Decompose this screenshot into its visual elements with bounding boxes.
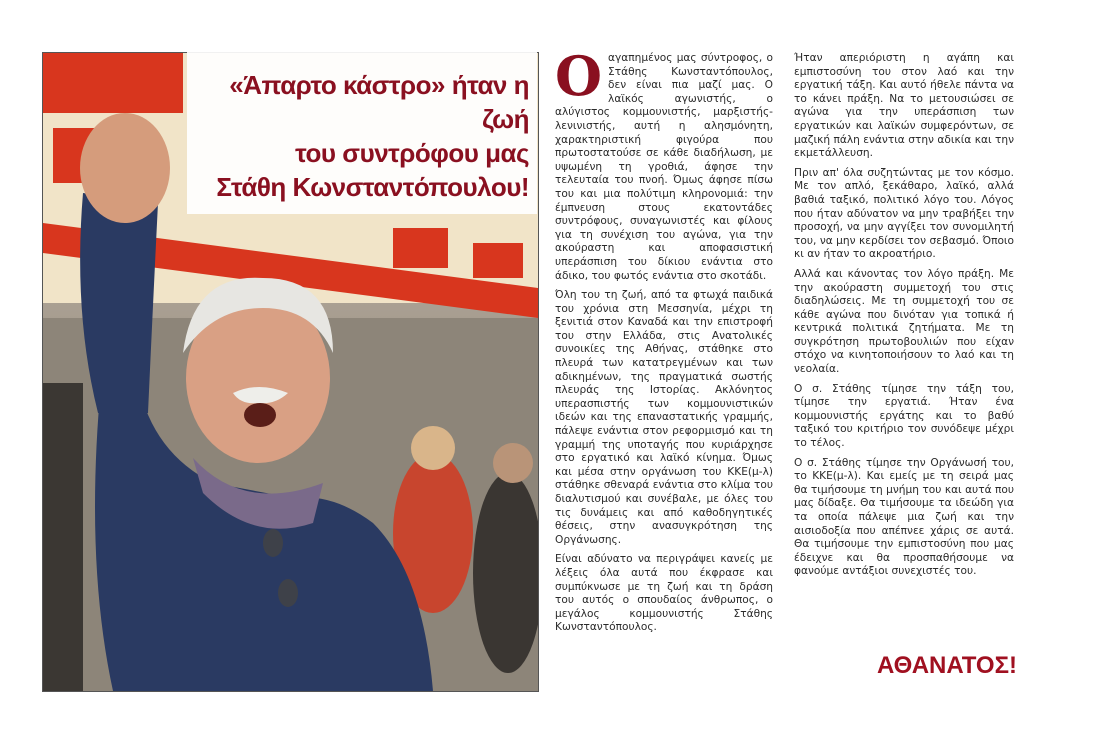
background-person-head xyxy=(493,443,533,483)
headline-line-1: «Άπαρτο κάστρο» ήταν η ζωή xyxy=(229,70,529,134)
banner-lettering-block xyxy=(393,228,448,268)
hanging-glasses xyxy=(263,529,283,557)
man-fist xyxy=(80,113,170,223)
background-person-head xyxy=(411,426,455,470)
banner-lettering-block xyxy=(43,53,183,113)
headline-box xyxy=(187,52,537,214)
article-paragraph: Ο σ. Στάθης τίμησε την τάξη του, τίμησε την εργατιά. Ήταν ένα κομμουνιστής εργάτης και το βαθύ ταξικό του κριτήριο τον συνόδεψε μέχρι το τέλος. xyxy=(794,382,1014,450)
article-column-2 xyxy=(794,52,1014,585)
headline-line-2: του συντρόφου μας xyxy=(295,138,529,168)
article-paragraph: Πριν απ' όλα συζητώντας με τον κόσμο. Με τον απλό, ξεκάθαρο, λαϊκό, αλλά βαθιά ταξικό, πολιτικό λόγο του. Λόγος που ήταν αδύνατον να μην τραβήξει την προσοχή, να μην αγγίξει τον συνομιλητή του, να μην κερδίσει τον σεβασμό. Όποιο κι αν ήταν το ακροατήριο. xyxy=(794,166,1014,261)
article-paragraph: Οαγαπημένος μας σύντροφος, ο Στάθης Κωνσταντόπουλος, δεν είναι πια μαζί μας. Ο λαϊκός αγωνιστής, ο αλύγιστος κομμουνιστής, μαρξιστής-λενινιστής, αυτή η αλησμόνητη, χαρακτηριστική φιγούρα που πρωτοστατούσε σε κάθε διαδήλωση, με υψωμένη τη γροθιά, άφησε την τελευταία του πνοή. Όμως άφησε πίσω του και μια πολύτιμη κληρονομιά: την έμπνευση στους εκατοντάδες συντρόφους, συναγωνιστές και φίλους για τη συνέχιση του αγώνα, για την ακούραστη και αποφασιστική υπεράσπιση του δίκιου ενάντια στο άδικο, του φωτός ενάντια στο σκοτάδι. xyxy=(555,44,773,282)
man-raised-arm xyxy=(80,193,158,413)
headline xyxy=(189,68,529,204)
article-paragraph: Ο σ. Στάθης τίμησε την Οργάνωσή του, το ΚΚΕ(μ-λ). Και εμείς με τη σειρά μας θα τιμήσουμε τη μνήμη του και αυτά που μας δίδαξε. Θα τιμήσουμε τα ιδεώδη για τα οποία πάλεψε μια ζωή και την αισιοδοξία που απέπνεε χάρις σε αυτά. Θα τιμήσουμε την εμπιστοσύνη που μας έδειχνε και θα προσπαθήσουμε να φανούμε αντάξιοι συνεχιστές του. xyxy=(794,456,1014,578)
closing-slogan: ΑΘΑΝΑΤΟΣ! xyxy=(876,652,1017,679)
article-paragraph: Όλη του τη ζωή, από τα φτωχά παιδικά του χρόνια στη Μεσσηνία, μέχρι τη ξενιτιά στον Καναδά και την επιστροφή του στην Ελλάδα, στις Ανατολικές συνοικίες της Αθήνας, στάθηκε στο πλευρά των κατατρεγμένων και των αδικημένων, της πραγματικά σωστής πλευράς της Ιστορίας. Ακλόνητος υπερασπιστής των κομμουνιστικών ιδεών και της επαναστατικής γραμμής, πάλεψε ενάντια στον ρεφορμισμό και τη γραμμή της υποταγής που κυριάρχησε στο εργατικό και λαϊκό κίνημα. Όμως και μέσα στην οργάνωση του ΚΚΕ(μ-λ) στάθηκε σθεναρά ενάντια στο κλίμα του διαλυτισμού και συνέβαλε, με όλες του τις δυνάμεις και από καθοδηγητικές θέσεις, στην ανασυγκρότηση της Οργάνωσης. xyxy=(555,289,773,546)
article-paragraph: Είναι αδύνατο να περιγράψει κανείς με λέξεις όλα αυτά που έκφρασε και συμπύκνωσε με τη ζωή και τη δράση του αυτός ο σπουδαίος άνθρωπος, ο μεγάλος κομμουνιστής Στάθης Κωνσταντόπουλος. xyxy=(555,553,773,634)
article-column-1 xyxy=(555,44,773,641)
background-person xyxy=(43,383,83,691)
article-paragraph: Αλλά και κάνοντας τον λόγο πράξη. Με την ακούραστη συμμετοχή του στις διαδηλώσεις. Με τη συμμετοχή του σε κάθε αγώνα που δινόταν για τοπικά ή κεντρικά πολιτικά ζητήματα. Με τη συγκρότηση πρωτοβουλιών που είχαν στόχο να κινητοποιήσουν το λαό και τη νεολαία. xyxy=(794,267,1014,376)
drop-cap: Ο xyxy=(555,44,603,108)
man-open-mouth xyxy=(244,403,276,427)
hanging-glasses xyxy=(278,579,298,607)
headline-line-3: Στάθη Κωνσταντόπουλου! xyxy=(216,172,529,202)
banner-lettering-block xyxy=(473,243,523,278)
article-paragraph: Ήταν απεριόριστη η αγάπη και εμπιστοσύνη του στον λαό και την εργατική τάξη. Και αυτό ήθελε πάντα να το κάνει πράξη. Να το μετουσιώσει σε αγώνα για την υπεράσπιση των εργατικών και λαϊκών συμφερόντων, σε μαζική πάλη ενάντια στην αδικία και την εκμετάλλευση. xyxy=(794,52,1014,160)
